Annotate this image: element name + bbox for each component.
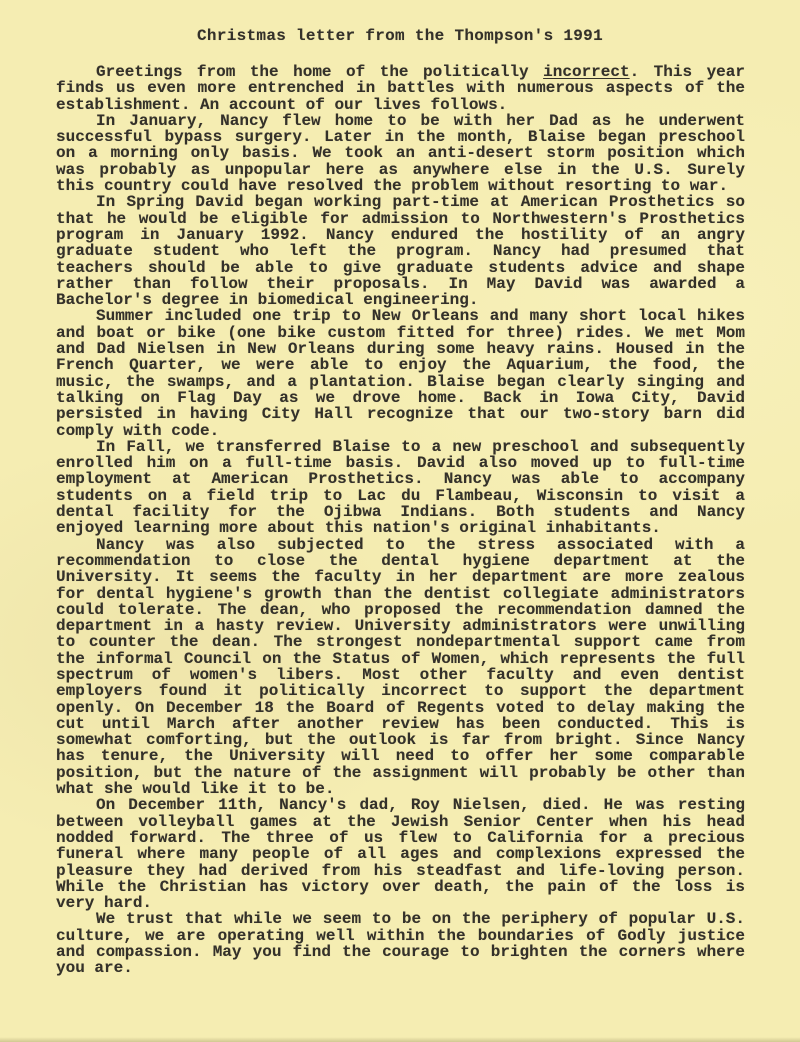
letter-line: on a morning only basis. We took an anti-desert storm position which	[56, 144, 745, 163]
letter-line: graduate student who left the program. Nancy had presumed that	[56, 242, 745, 261]
letter-line: and boat or bike (one bike custom fitted for three) rides. We met Mom	[56, 323, 745, 342]
letter-line: music, the swamps, and a plantation. Blaise began clearly singing and	[56, 372, 745, 391]
letter-line: rather than follow their proposals. In May David was awarded a	[56, 274, 745, 293]
letter-line: On December 11th, Nancy's dad, Roy Nielsen, died. He was resting	[96, 796, 745, 815]
paragraph	[56, 911, 745, 976]
letter-line: you are.	[56, 959, 133, 978]
letter-line: openly. On December 18 the Board of Regents voted to delay making the	[56, 698, 745, 717]
letter-line: for dental hygiene's growth than the dentist collegiate administrators	[56, 584, 745, 603]
letter-line: dental facility for the Ojibwa Indians. Both students and Nancy	[56, 503, 745, 522]
paragraph	[56, 113, 745, 194]
paragraph	[56, 64, 745, 113]
letter-line: University. It seems the faculty in her department are more zealous	[56, 568, 745, 587]
letter-line: culture, we are operating well within the boundaries of Godly justice	[56, 926, 745, 945]
letter-line: talking on Flag Day as we drove home. Back in Iowa City, David	[56, 388, 745, 407]
letter-line: In January, Nancy flew home to be with her Dad as he underwent	[96, 111, 745, 130]
letter-line: very hard.	[56, 894, 153, 913]
letter-line: has tenure, the University will need to offer her some comparable	[56, 747, 745, 766]
letter-line: could tolerate. The dean, who proposed the recommendation damned the	[56, 600, 745, 619]
letter-line: department in a hasty review. University administrators were unwilling	[56, 617, 745, 636]
letter-line: enjoyed learning more about this nation's original inhabitants.	[56, 519, 661, 538]
letter-line: that he would be eligible for admission to Northwestern's Prosthetics	[56, 209, 745, 228]
letter-line: somewhat comforting, but the outlook is far from bright. Since Nancy	[56, 731, 745, 750]
letter-line: Nancy was also subjected to the stress associated with a	[96, 535, 745, 554]
paragraph	[56, 439, 745, 537]
letter-title: Christmas letter from the Thompson's 1991	[197, 27, 603, 45]
letter-line: While the Christian has victory over death, the pain of the loss is	[56, 877, 745, 896]
letter-line: the informal Council on the Status of Women, which represents the full	[56, 649, 745, 668]
letter-line: and compassion. May you find the courage to brighten the corners where	[56, 943, 745, 962]
letter-line: In Spring David began working part-time at American Prosthetics so	[96, 193, 745, 212]
letter-line: employment at American Prosthetics. Nancy was able to accompany	[56, 470, 745, 489]
letter-line: to counter the dean. The strongest nondepartmental support came from	[56, 633, 745, 652]
letter-line: cut until March after another review has been conducted. This is	[56, 714, 745, 733]
letter-line: students on a field trip to Lac du Flambeau, Wisconsin to visit a	[56, 486, 745, 505]
letter-line: Summer included one trip to New Orleans and many short local hikes	[96, 307, 745, 326]
letter-line: Greetings from the home of the politically incorrect. This year	[96, 63, 745, 81]
letter-line: between volleyball games at the Jewish Senior Center when his head	[56, 812, 745, 831]
letter-line: persisted in having City Hall recognize that our two-story barn did	[56, 405, 745, 424]
letter-line: was probably as unpopular here as anywhere else in the U.S. Surely	[56, 160, 745, 179]
letter-line: nodded forward. The three of us flew to California for a precious	[56, 828, 745, 847]
letter-line: finds us even more entrenched in battles with numerous aspects of the	[56, 79, 745, 98]
letter-line: comply with code.	[56, 421, 220, 440]
letter-line: enrolled him on a full-time basis. David also moved up to full-time	[56, 454, 745, 473]
paper-bottom-edge	[0, 1037, 800, 1042]
letter-line: In Fall, we transferred Blaise to a new preschool and subsequently	[96, 437, 745, 456]
letter-line: what she would like it to be.	[56, 780, 335, 799]
letter-line: funeral where many people of all ages and complexions expressed the	[56, 845, 745, 864]
letter-line: successful bypass surgery. Later in the month, Blaise began preschool	[56, 128, 745, 147]
letter-line: We trust that while we seem to be on the periphery of popular U.S.	[96, 910, 745, 929]
letter-line: program in January 1992. Nancy endured the hostility of an angry	[56, 225, 745, 244]
paragraph	[56, 537, 745, 798]
letter-line: pleasure they had derived from his steadfast and life-loving person.	[56, 861, 745, 880]
letter-line: teachers should be able to give graduate students advice and shape	[56, 258, 745, 277]
letter-line: French Quarter, we were able to enjoy the Aquarium, the food, the	[56, 356, 745, 375]
letter-body	[0, 64, 800, 977]
letter-line: and Dad Nielsen in New Orleans during some heavy rains. Housed in the	[56, 340, 745, 359]
letter-line: Bachelor's degree in biomedical engineering.	[56, 291, 479, 310]
letter-line: employers found it politically incorrect to support the department	[56, 682, 745, 701]
letter-line: this country could have resolved the problem without resorting to war.	[56, 177, 729, 196]
paragraph	[56, 194, 745, 308]
letter-line: spectrum of women's libers. Most other faculty and even dentist	[56, 665, 745, 684]
paragraph	[56, 797, 745, 911]
letter-line: recommendation to close the dental hygiene department at the	[56, 551, 745, 570]
paragraph	[56, 308, 745, 438]
letter-line: position, but the nature of the assignment will probably be other than	[56, 763, 745, 782]
letter-line: establishment. An account of our lives follows.	[56, 95, 508, 114]
